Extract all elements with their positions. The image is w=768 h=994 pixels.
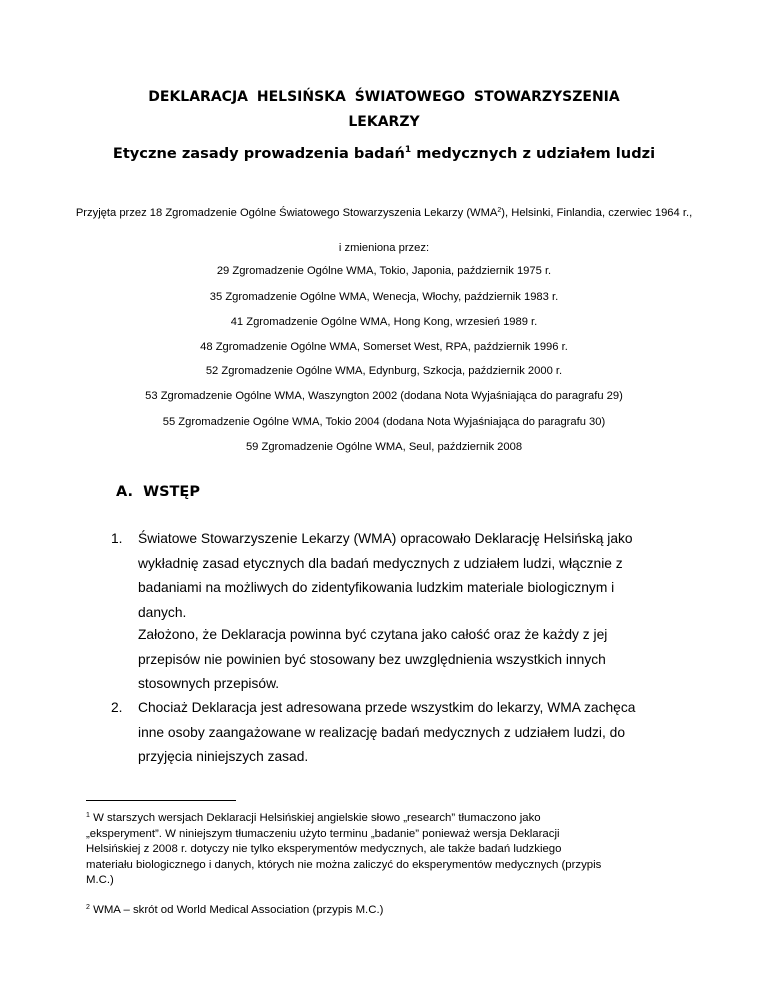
amendment-item: 29 Zgromadzenie Ogólne WMA, Tokio, Japonia, październik 1975 r.: [216, 265, 552, 277]
amended-label: i zmieniona przez:: [338, 242, 430, 254]
footnote-line: Helsińskiej z 2008 r. dotyczy nie tylko eksperymentów medycznych, ale także badań ludzkiego: [86, 843, 562, 855]
amendment-item: 35 Zgromadzenie Ogólne WMA, Wenecja, Włochy, październik 1983 r.: [209, 291, 559, 303]
paragraph-1: [111, 527, 671, 625]
amendment-item: 55 Zgromadzenie Ogólne WMA, Tokio 2004 (dodana Nota Wyjaśniająca do paragrafu 30): [162, 416, 606, 428]
paragraph-2: [111, 696, 671, 770]
footnote-line: „eksperyment”. W niniejszym tłumaczeniu użyto terminu „badanie” ponieważ wersja Deklaracji: [86, 827, 560, 840]
footnote-1: [86, 811, 686, 889]
title-line-2: LEKARZY: [348, 114, 420, 130]
paragraph-line: Założono, że Deklaracja powinna być czytana jako całość oraz że każdy z jej: [138, 627, 608, 642]
document-title: [60, 85, 708, 135]
paragraph-line: Światowe Stowarzyszenie Lekarzy (WMA) opracowało Deklarację Helsińską jako: [138, 531, 633, 546]
section-heading: [116, 484, 200, 500]
footnote-line: $^2$ WMA – skrót od World Medical Association (przypis M.C.): [86, 904, 384, 916]
footnote-mark: 1: [86, 812, 90, 819]
amendment-item: 48 Zgromadzenie Ogólne WMA, Somerset West, RPA, październik 1996 r.: [200, 341, 568, 353]
paragraph-line: danych.: [138, 604, 187, 620]
footnote-line: materiału biologicznego i danych, których nie można zaliczyć do eksperymentów medycznych (przypis: [86, 858, 602, 871]
footnote-ref-2: 2: [497, 207, 502, 214]
adoption-note: Przyjęta przez 18 Zgromadzenie Ogólne Światowego Stowarzyszenia Lekarzy (WMA$^2$), Helsinki, Finlandia, czerwiec 1964 r.,: [75, 207, 693, 219]
subtitle-text: Etyczne zasady prowadzenia badań: [112, 145, 405, 162]
footnote-line: $^1$ W starszych wersjach Deklaracji Helsińskiej angielskie słowo „research” tłumaczono jako: [86, 812, 541, 824]
amendment-item: 41 Zgromadzenie Ogólne WMA, Hong Kong, wrzesień 1989 r.: [230, 316, 538, 328]
section-title: WSTĘP: [143, 484, 200, 500]
section-letter: A.: [116, 484, 133, 500]
footnote-2: [86, 903, 686, 919]
footnote-ref-1: 1: [404, 145, 412, 155]
footnote-separator: [86, 800, 236, 801]
paragraph-line: Chociaż Deklaracja jest adresowana przede wszystkim do lekarzy, WMA zachęca: [138, 700, 636, 715]
subtitle-text-end: medycznych z udziałem ludzi: [411, 145, 656, 162]
paragraph-1-continued: [138, 623, 678, 697]
title-line-1: DEKLARACJA HELSIŃSKA ŚWIATOWEGO STOWARZYSZENIA: [148, 89, 620, 105]
paragraph-number: 2.: [111, 700, 123, 715]
paragraph-line: badaniami na możliwych do zidentyfikowania ludzkim materiale biologicznym i: [138, 580, 615, 595]
paragraph-number: 1.: [111, 531, 123, 546]
paragraph-line: przepisów nie powinien być stosowany bez uwzględnienia wszystkich innych: [138, 651, 606, 667]
footnote-line: M.C.): [86, 874, 114, 886]
paragraph-line: wykładnię zasad etycznych dla badań medycznych z udziałem ludzi, włącznie z: [138, 555, 623, 571]
amendment-item: 53 Zgromadzenie Ogólne WMA, Waszyngton 2002 (dodana Nota Wyjaśniająca do paragrafu 29): [145, 390, 623, 402]
paragraph-line: przyjęcia niniejszych zasad.: [138, 749, 309, 764]
document-subtitle: [40, 143, 728, 165]
paragraph-line: inne osoby zaangażowane w realizację badań medycznych z udziałem ludzi, do: [138, 724, 626, 740]
footnote-mark: 2: [86, 904, 90, 911]
amendment-item: 59 Zgromadzenie Ogólne WMA, Seul, październik 2008: [245, 441, 523, 453]
paragraph-line: stosownych przepisów.: [138, 676, 280, 691]
amendment-item: 52 Zgromadzenie Ogólne WMA, Edynburg, Szkocja, październik 2000 r.: [205, 365, 563, 377]
